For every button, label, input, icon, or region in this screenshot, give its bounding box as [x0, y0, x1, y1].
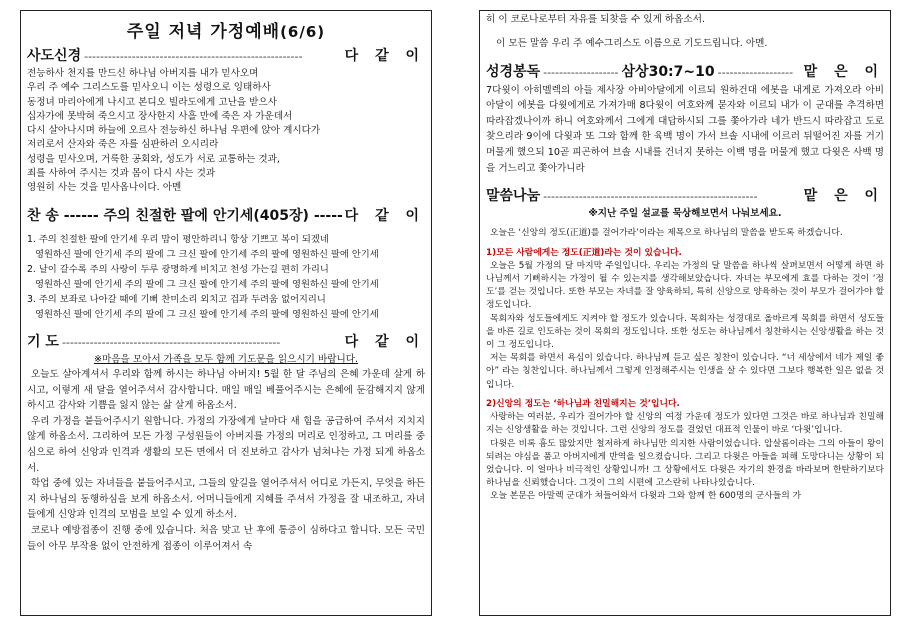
sermon-heading-dashes: ------------------------------------------------------: [543, 190, 758, 204]
sermon-paragraph: 사랑하는 여러분, 우리가 걸어가야 할 신앙의 여정 가운데 정도가 있다면 그것은 바로 하나님과 친밀해지는 신앙생활을 하는 것입니다. 그런 신앙의 정도를 걸었던 대표적 인물이 바로 ‘다윗’입니다.: [486, 412, 884, 436]
creed-heading: [27, 46, 425, 67]
hymn-line: 영원하신 팔에 안기세 주의 팔에 그 크신 팔에 안기세 주의 팔에 영원하신 팔에 안기세: [35, 278, 379, 290]
creed-line: 영원히 사는 것을 믿사옵나이다. 아멘: [27, 182, 182, 194]
sermon-heading-who: 맡 은 이: [803, 188, 884, 205]
left-column: [20, 10, 432, 616]
creed-line: 성령을 믿사오며, 거룩한 공회와, 성도가 서로 교통하는 것과,: [27, 153, 280, 165]
sermon-paragraph: 저는 목회를 하면서 욕심이 있습니다. 하나님께 듣고 싶은 칭찬이 있습니다. “너 세상에서 네가 제일 좋아” 라는 칭찬입니다. 하나님께서 그렇게 인정해주시는 인생을 살 수 있다면 그보다 행복한 일은 없을 것입니다.: [486, 353, 884, 390]
prayer-paragraph: 오늘도 살아계셔서 우리와 함께 하시는 하나님 아버지! 5월 한 달 주님의 은혜 가운데 살게 하시고, 이렇게 새 달을 열어주셔서 감사합니다. 매일 매일 베풀어주시는 은혜에 둔감해지지 않게 하시고 감사와 기쁨을 잃지 않는 삶 살게 하옵소서.: [27, 368, 425, 412]
sermon-paragraph: 오늘 본문은 아말렉 군대가 쳐들어와서 다윗과 그와 함께 한 600명의 군사들의 가: [490, 491, 801, 502]
sermon-point-2: 2)신앙의 정도는 ‘하나님과 친밀해지는 것’입니다.: [486, 398, 680, 409]
hymn-line: 3. 주의 보좌로 나아갈 때에 기뻐 찬미소리 외치고 겁과 두려움 없어지리니: [27, 293, 326, 305]
creed-line: 우리 주 예수 그리스도를 믿사오니 이는 성령으로 잉태하사: [27, 82, 271, 94]
page-title-count: (6/6): [280, 23, 326, 41]
reading-heading-dashes: -------------------: [543, 65, 619, 79]
creed-heading-dashes: -------------------------------------------------------: [84, 50, 303, 63]
hymn-line: 영원하신 팔에 안기세 주의 팔에 그 크신 팔에 안기세 주의 팔에 영원하신 팔에 안기세: [35, 248, 379, 260]
creed-heading-who: 다 같 이: [344, 48, 425, 64]
sermon-point-1: 1)모든 사람에게는 정도(正道)라는 것이 있습니다.: [486, 247, 682, 258]
creed-text: [27, 67, 425, 196]
creed-heading-label: 사도신경: [27, 48, 82, 64]
hymn-text: [27, 232, 425, 322]
prayer-paragraph: 학업 중에 있는 자녀들을 붙들어주시고, 그들의 앞길을 열어주셔서 어디로 가든지, 무엇을 하든지 하나님의 동행하심을 보게 하옵소서. 어머니들에게 지혜를 주셔서 가정을 잘 내조하고, 자녀들에게 신앙과 인격의 모범을 보일 수 있게 하소서.: [27, 478, 425, 521]
creed-line: 저리로서 산자와 죽은 자를 심판하러 오시리라: [27, 139, 219, 151]
prayer-note: ※마음을 모아서 가족을 모두 함께 기도문을 읽으시기 바랍니다.: [93, 353, 359, 365]
hymn-heading-who: 다 같 이: [344, 207, 425, 224]
reading-heading-label: 성경봉독: [486, 63, 541, 80]
right-column: [479, 10, 891, 616]
hymn-line: 1. 주의 친절한 팔에 안기세 우리 맘이 평안하리니 항상 기쁘고 복이 되겠네: [27, 233, 329, 245]
prayer-paragraph: 코로나 예방접종이 진행 중에 있습니다. 처음 맞고 난 후에 통증이 심하다고 합니다. 모든 국민들이 아무 부작용 없이 안전하게 접종이 이루어져서 속: [27, 524, 425, 552]
creed-line: 죄를 사하여 주시는 것과 몸이 다시 사는 것과: [27, 168, 216, 180]
creed-line: 다시 살아나시며 하늘에 오르사 전능하신 하나님 우편에 앉아 계시다가: [27, 125, 321, 137]
prayer-continuation: 히 이 코로나로부터 자유를 되찾을 수 있게 하옵소서.: [486, 14, 706, 25]
sermon-heading: [486, 186, 884, 207]
prayer-heading: [27, 332, 425, 353]
creed-line: 동정녀 마리아에게 나시고 본디오 빌라도에게 고난을 받으사: [27, 96, 277, 108]
sermon-intro: 오늘은 ‘신앙의 정도(正道)를 걸어가라’이라는 제목으로 하나님의 말씀을 받도록 하겠습니다.: [490, 228, 843, 239]
reading-heading-dashes: -------------------: [717, 65, 794, 79]
prayer-heading-who: 다 같 이: [344, 333, 425, 350]
prayer-text: [27, 367, 425, 554]
reading-heading: [486, 62, 884, 83]
sermon-text: [486, 227, 884, 503]
reading-heading-who: 맡 은 이: [803, 63, 884, 80]
page-title-text: 주일 저녁 가정예배: [126, 22, 281, 42]
creed-line: 전능하사 천지를 만드신 하나님 아버지를 내가 믿사오며: [27, 68, 259, 79]
sermon-paragraph: 오늘은 5월 가정의 달 마지막 주일입니다. 우리는 가정의 달 말씀을 하나씩 살펴보면서 어떻게 하면 하나님께서 기뻐하시는 가정이 될 수 있는지를 생각해보았습니다. 자녀는 부모에게 효를 다하는 것이 ‘정도’를 걷는 것입니다. 또한 부모는 자녀를 잘 양육하되, 특히 신앙으로 양육하는 것이 부모가 걸어가야 할 정도입니다.: [486, 260, 884, 311]
prayer-paragraph: 우리 가정을 붙들어주시기 원합니다. 가정의 가장에게 날마다 새 힘을 공급하여 주셔서 지치지 않게 하옵소서. 그리하여 모든 가정 구성원들이 아버지를 가정의 머리로 인정하고, 그 머리를 중심으로 하여 신앙과 인격과 생활의 모든 면에서 더 진보하고 감사가 넘쳐나는 가정 되게 하옵소서.: [27, 415, 425, 474]
sermon-paragraph: 목회자와 성도들에게도 지켜야 할 정도가 있습니다. 목회자는 성경대로 올바르게 목회를 하면서 성도들을 바른 길로 인도하는 것이 목회의 정도입니다. 또한 성도는 하나님께서 칭찬하시는 신앙생활을 하는 것이 그 정도입니다.: [486, 313, 884, 351]
sermon-paragraph: 다윗은 비록 흠도 많았지만 철저하게 하나님만 의지한 사람이었습니다. 압살롬이라는 그의 아들이 왕이 되려는 야심을 품고 아버지에게 반역을 일으켰습니다. 그리고 다윗은 아들을 피해 도망다니는 상황이 되었습니다. 이 얼마나 비극적인 상황입니까! 그 상황에서도 다윗은 자기의 환경을 바라보며 한탄하기보다 하나님을 신뢰했습니다. 그것이 그의 시편에 고스란히 나타나있습니다.: [486, 438, 884, 489]
sermon-note: ※지난 주일 설교를 묵상해보면서 나눠보세요.: [588, 208, 782, 220]
scripture-text: 7다윗이 아히멜렉의 아들 제사장 아비아달에게 이르되 원하건대 에봇을 내게로 가져오라 아비아달이 에봇을 다윗에게로 가져가매 8다윗이 여호와께 묻자와 이르되 내가 이 군대를 추격하면 따라잡겠나이까 하니 여호와께서 그에게 대답하시되 그를 쫓아가라 네가 반드시 따라잡고 도로 찾으리라 9이에 다윗과 또 그와 함께 한 육백 명이 가서 브솔 시내에 이르러 뒤떨어진 자를 거기 머물게 했으되 10곧 피곤하여 브솔 시내를 건너지 못하는 이백 명을 머물게 했고 다윗은 사백 명을 거느리고 쫓아가니라: [486, 84, 884, 174]
creed-line: 십자가에 못박혀 죽으시고 장사한지 사흘 만에 죽은 자 가운데서: [27, 110, 293, 122]
hymn-heading: [27, 206, 425, 226]
prayer-heading-dashes: -------------------------------------------------------: [61, 335, 281, 349]
sermon-heading-label: 말씀나눔: [486, 188, 541, 205]
hymn-line: 2. 날이 갈수록 주의 사랑이 두루 광명하게 비치고 천성 가는길 편히 가리니: [27, 263, 329, 275]
page-title: [21, 17, 431, 42]
prayer-closing: 이 모든 말씀 우리 주 예수그리스도 이름으로 기도드립니다. 아멘.: [496, 38, 768, 50]
hymn-line: 영원하신 팔에 안기세 주의 팔에 그 크신 팔에 안기세 주의 팔에 영원하신 팔에 안기세: [35, 308, 379, 320]
hymn-heading-label: 찬 송 ------ 주의 친절한 팔에 안기세(405장) -----: [27, 207, 343, 224]
reading-reference: 삼상30:7~10: [621, 63, 715, 80]
prayer-heading-label: 기 도: [27, 333, 59, 350]
